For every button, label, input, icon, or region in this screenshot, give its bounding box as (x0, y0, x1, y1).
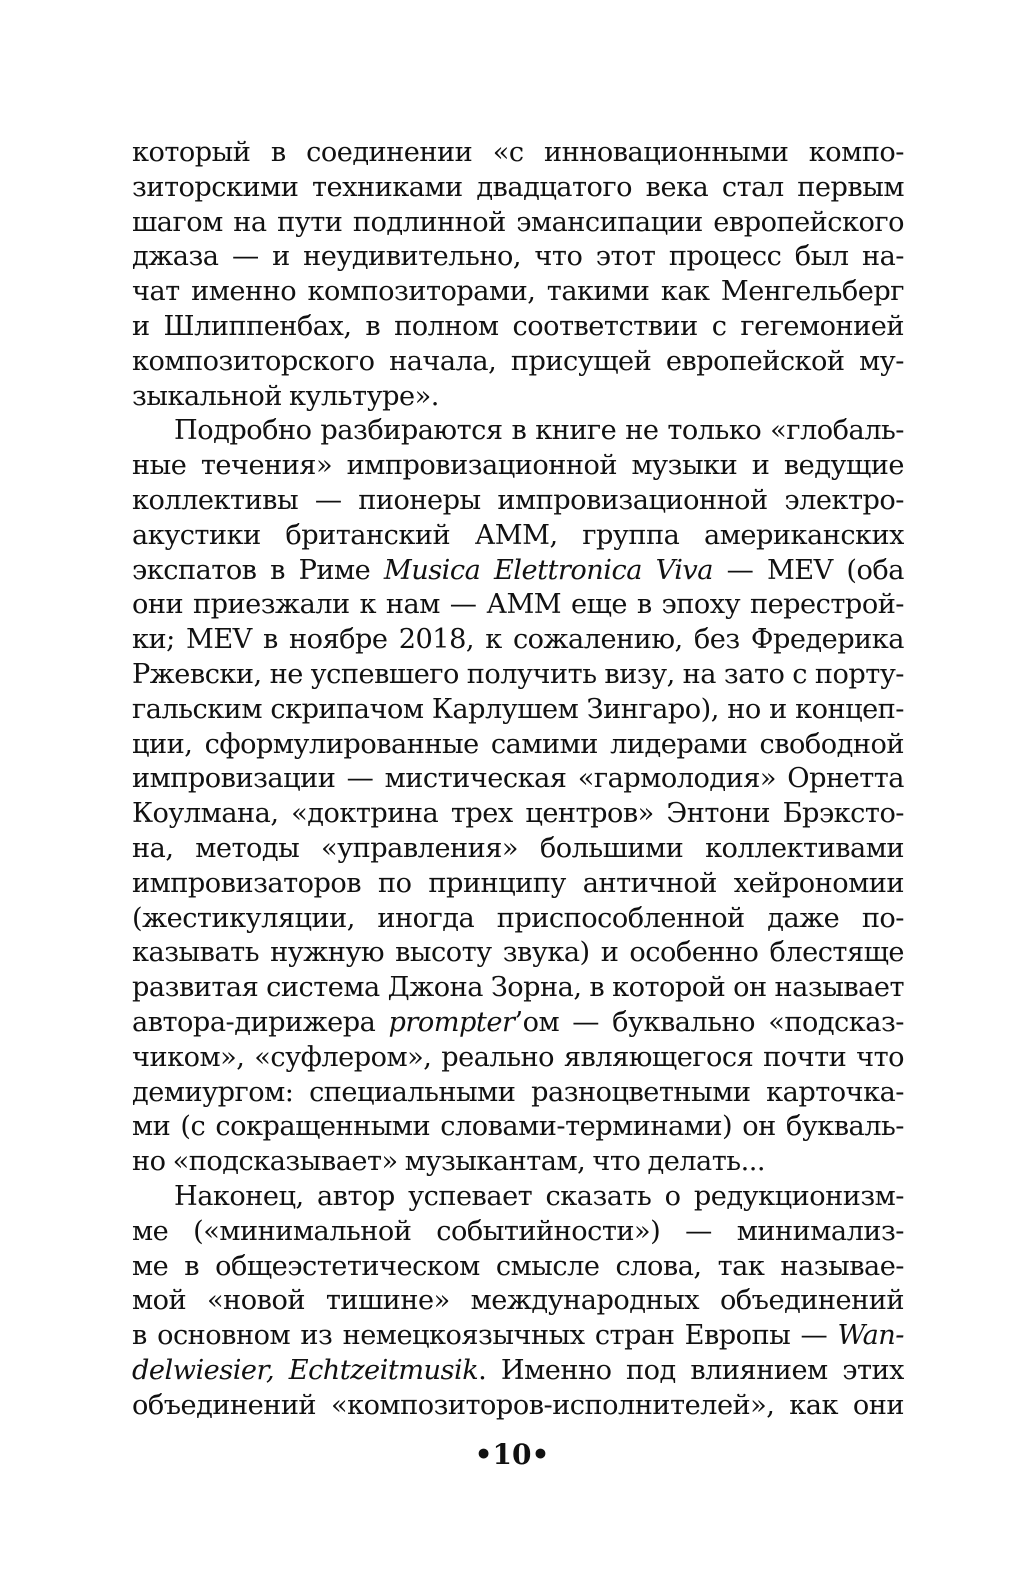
text-line: Ржевски, не успевшего получить визу, на зато с порту- (132, 658, 904, 690)
page-number: •10• (474, 1438, 550, 1471)
text-segment: — MEV (оба (713, 554, 904, 586)
text-line: но «подсказывает» музыкантам, что делать... (132, 1146, 766, 1178)
text-line: чат именно композиторами, такими как Менгельберг (132, 276, 904, 308)
italic-name: Wan- (837, 1320, 904, 1352)
text-line: шагом на пути подлинной эмансипации европейского (132, 206, 904, 238)
text-line: развитая система Джона Зорна, в которой он называет (132, 972, 904, 1004)
text-line: демиургом: специальными разноцветными карточка- (132, 1076, 904, 1108)
text-line: импровизаторов по принципу античной хейрономии (132, 867, 904, 899)
page-body (132, 136, 904, 1436)
text-line: ки; MEV в ноябре 2018, к сожалению, без Фредерика (132, 624, 904, 656)
text-line: гальским скрипачом Карлушем Зингаро), но и концеп- (132, 693, 904, 725)
text-line: джаза — и неудивительно, что этот процесс был на- (132, 241, 904, 273)
text-line: ме («минимальной событийности») — минимализ- (132, 1215, 904, 1247)
text-line: зыкальной культуре». (132, 380, 439, 412)
text-line-with-italic (132, 1354, 904, 1389)
text-line-with-italic (132, 1006, 904, 1041)
text-line: зиторскими техниками двадцатого века стал первым (132, 171, 904, 203)
paragraph-3 (132, 1180, 904, 1424)
text-line: коллективы — пионеры импровизационной электро- (132, 484, 904, 516)
text-line-with-italic (132, 1319, 904, 1354)
italic-term: prompter (388, 1006, 515, 1038)
text-line: объединений «композиторов-исполнителей», как они (132, 1389, 904, 1421)
text-line: мой «новой тишине» международных объединений (132, 1285, 904, 1317)
text-line: чиком», «суфлером», реально являющегося почти что (132, 1041, 904, 1073)
paragraph-1 (132, 136, 904, 414)
text-line: и Шлиппенбах, в полном соответствии с гегемонией (132, 310, 904, 342)
text-segment: автора-дирижера (132, 1006, 389, 1038)
text-line: ции, сформулированные самими лидерами свободной (132, 728, 904, 760)
text-line: акустики британский АММ, группа американских (132, 519, 904, 551)
text-segment: ’ом — буквально «подсказ- (514, 1006, 904, 1038)
paragraph-2 (132, 414, 904, 1180)
text-line: казывать нужную высоту звука) и особенно блестяще (132, 937, 904, 969)
text-line: (жестикуляции, иногда приспособленной даже по- (132, 902, 904, 934)
text-line: Наконец, автор успевает сказать о редукционизм- (174, 1180, 904, 1212)
text-line: композиторского начала, присущей европейской му- (132, 345, 904, 377)
text-line-with-italic (132, 554, 904, 589)
text-line: импровизации — мистическая «гармолодия» Орнетта (132, 763, 904, 795)
text-line: ные течения» импровизационной музыки и ведущие (132, 450, 904, 482)
text-segment: экспатов в Риме (132, 554, 384, 586)
text-line: Подробно разбираются в книге не только «глобаль- (174, 415, 904, 447)
text-line: Коулмана, «доктрина трех центров» Энтони Брэксто- (132, 798, 904, 830)
text-line: они приезжали к нам — АММ еще в эпоху перестрой- (132, 589, 904, 621)
text-line: ми (с сокращенными словами-терминами) он букваль- (132, 1111, 904, 1143)
text-segment: . Именно под влиянием этих (478, 1354, 904, 1386)
text-line: который в соединении «с инновационными компо- (132, 137, 904, 168)
text-segment: в основном из немецкоязычных стран Европы — (132, 1320, 838, 1352)
italic-title: Musica Elettronica Viva (383, 554, 713, 586)
italic-name: delwiesier, Echtzeitmusik (132, 1354, 479, 1386)
text-line: ме в общеэстетическом смысле слова, так называе- (132, 1250, 904, 1282)
text-line: на, методы «управления» большими коллективами (132, 832, 904, 864)
